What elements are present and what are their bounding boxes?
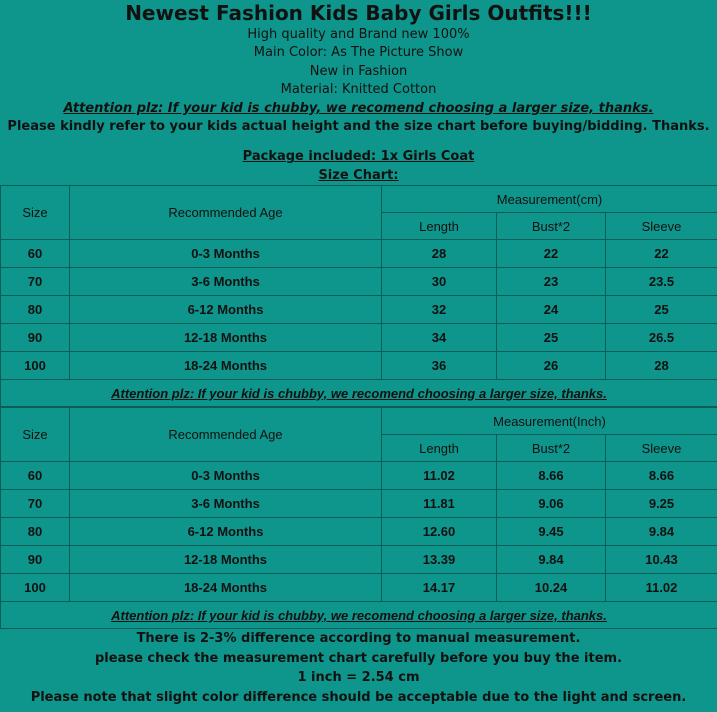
age-header: Recommended Age [70,408,382,462]
size-cell: 90 [1,546,70,574]
color-difference-note: Please note that slight color difference should be acceptable due to the light and screen. [30,689,687,705]
size-chart-cm [0,185,717,407]
table-row [1,240,717,268]
length-cell: 32 [382,296,497,324]
table-row [1,324,717,352]
size-cell: 60 [1,462,70,490]
table-row [1,296,717,324]
inch-conversion: 1 inch = 2.54 cm [297,670,420,686]
sleeve-header: Sleeve [606,435,717,462]
age-cell: 12-18 Months [70,324,382,352]
age-cell: 0-3 Months [70,240,382,268]
sleeve-cell: 25 [606,296,717,324]
age-cell: 12-18 Months [70,546,382,574]
table-row [1,462,717,490]
bust-cell: 9.06 [497,490,606,518]
length-cell: 36 [382,352,497,380]
sleeve-cell: 9.25 [606,490,717,518]
refer-note: Please kindly refer to your kids actual height and the size chart before buying/bidding. Thanks. [7,118,710,134]
size-cell: 90 [1,324,70,352]
size-cell: 80 [1,296,70,324]
length-cell: 14.17 [382,574,497,602]
size-cell: 60 [1,240,70,268]
length-cell: 11.02 [382,462,497,490]
sleeve-cell: 10.43 [606,546,717,574]
bust-cell: 8.66 [497,462,606,490]
table-row [1,268,717,296]
sleeve-header: Sleeve [606,213,717,240]
age-cell: 18-24 Months [70,574,382,602]
bust-cell: 26 [497,352,606,380]
bust-cell: 10.24 [497,574,606,602]
bust-cell: 25 [497,324,606,352]
difference-note: There is 2-3% difference according to manual measurement. [136,631,581,647]
size-cell: 100 [1,352,70,380]
sleeve-cell: 11.02 [606,574,717,602]
measurement-header: Measurement(Inch) [382,408,717,435]
fashion-line: New in Fashion [309,63,408,79]
quality-line: High quality and Brand new 100% [247,27,470,42]
sleeve-cell: 22 [606,240,717,268]
attention-note: Attention plz: If your kid is chubby, we recomend choosing a larger size, thanks. [1,602,717,629]
sleeve-cell: 9.84 [606,518,717,546]
length-cell: 12.60 [382,518,497,546]
length-cell: 34 [382,324,497,352]
size-cell: 70 [1,268,70,296]
age-cell: 0-3 Months [70,462,382,490]
bust-cell: 22 [497,240,606,268]
size-cell: 100 [1,574,70,602]
length-cell: 13.39 [382,546,497,574]
table-row [1,546,717,574]
bust-cell: 23 [497,268,606,296]
material-line: Material: Knitted Cotton [280,82,437,98]
size-header: Size [1,186,70,240]
footer-notes [0,629,717,707]
length-cell: 30 [382,268,497,296]
size-cell: 80 [1,518,70,546]
sleeve-cell: 23.5 [606,268,717,296]
bust-header: Bust*2 [497,213,606,240]
size-cell: 70 [1,490,70,518]
sleeve-cell: 8.66 [606,462,717,490]
table-row [1,574,717,602]
attention-note: Attention plz: If your kid is chubby, we recomend choosing a larger size, thanks. [1,380,717,407]
age-cell: 6-12 Months [70,296,382,324]
length-header: Length [382,435,497,462]
age-cell: 3-6 Months [70,268,382,296]
size-header: Size [1,408,70,462]
package-line: Package included: 1x Girls Coat [242,149,475,165]
page-title: Newest Fashion Kids Baby Girls Outfits!!! [125,1,592,25]
length-header: Length [382,213,497,240]
bust-header: Bust*2 [497,435,606,462]
description-header [0,0,717,185]
age-cell: 6-12 Months [70,518,382,546]
table-row [1,518,717,546]
age-cell: 3-6 Months [70,490,382,518]
length-cell: 28 [382,240,497,268]
age-header: Recommended Age [70,186,382,240]
check-chart-note: please check the measurement chart carefully before you buy the item. [94,650,623,666]
bust-cell: 9.45 [497,518,606,546]
length-cell: 11.81 [382,490,497,518]
table-row [1,490,717,518]
color-line: Main Color: As The Picture Show [253,45,464,61]
sleeve-cell: 26.5 [606,324,717,352]
sleeve-cell: 28 [606,352,717,380]
bust-cell: 9.84 [497,546,606,574]
table-row [1,352,717,380]
measurement-header: Measurement(cm) [382,186,717,213]
age-cell: 18-24 Months [70,352,382,380]
attention-note: Attention plz: If your kid is chubby, we recomend choosing a larger size, thanks. [63,100,654,116]
size-chart-label: Size Chart: [318,167,399,183]
bust-cell: 24 [497,296,606,324]
size-chart-inch [0,407,717,629]
